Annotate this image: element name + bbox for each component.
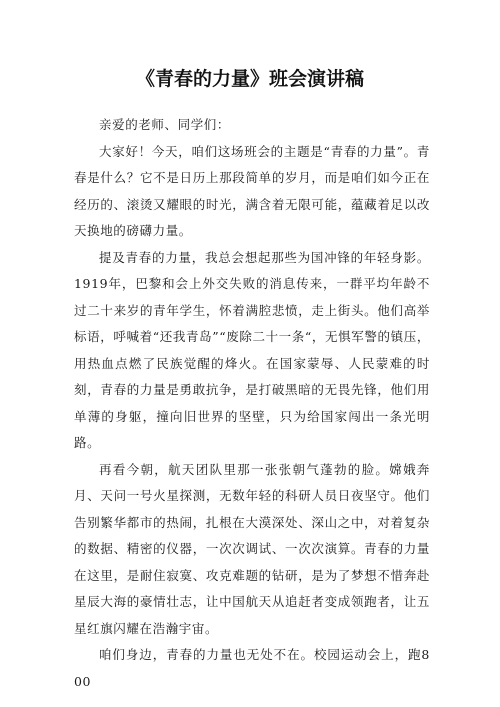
paragraph: 提及青春的力量，我总会想起那些为国冲锋的年轻身影。1919年，巴黎和会上外交失败的消息传来，一群平均年龄不过二十来岁的青年学生，怀着满腔悲愤，走上街头。他们高举标语，呼喊着“还我青岛”“废除二十一条“，无惧军警的镇压，用热血点燃了民族觉醒的烽火。在国家蒙辱、人民蒙难的时刻，青春的力量是勇敢抗争，是打破黑暗的无畏先锋，他们用单薄的身躯，撞向旧世界的坚壁，只为给国家闯出一条光明路。 (74, 249, 430, 450)
document-title: 《青春的力量》班会演讲稿 (135, 68, 364, 90)
paragraph: 大家好！今天，咱们这场班会的主题是“青春的力量”。青春是什么？它不是日历上那段简单的岁月，而是咱们如今正在经历的、滚烫又耀眼的时光，满含着无限可能，蕴藏着足以改天换地的磅礴力量。 (74, 143, 430, 238)
document-body (74, 112, 430, 695)
paragraph: 咱们身边，青春的力量也无处不在。校园运动会上，跑800 (74, 647, 430, 689)
salutation: 亲爱的老师、同学们： (99, 117, 231, 132)
paragraph: 再看今朝，航天团队里那一张张朝气蓬勃的脸。嫦娥奔月、天问一号火星探测，无数年轻的科研人员日夜坚守。他们告别繁华都市的热闹，扎根在大漠深处、深山之中，对着复杂的数据、精密的仪器，一次次调试、一次次演算。青春的力量在这里，是耐住寂寞、攻克难题的钻研，是为了梦想不惜奔赴星辰大海的豪情壮志，让中国航天从追赶者变成领跑者，让五星红旗闪耀在浩瀚宇宙。 (74, 461, 430, 636)
